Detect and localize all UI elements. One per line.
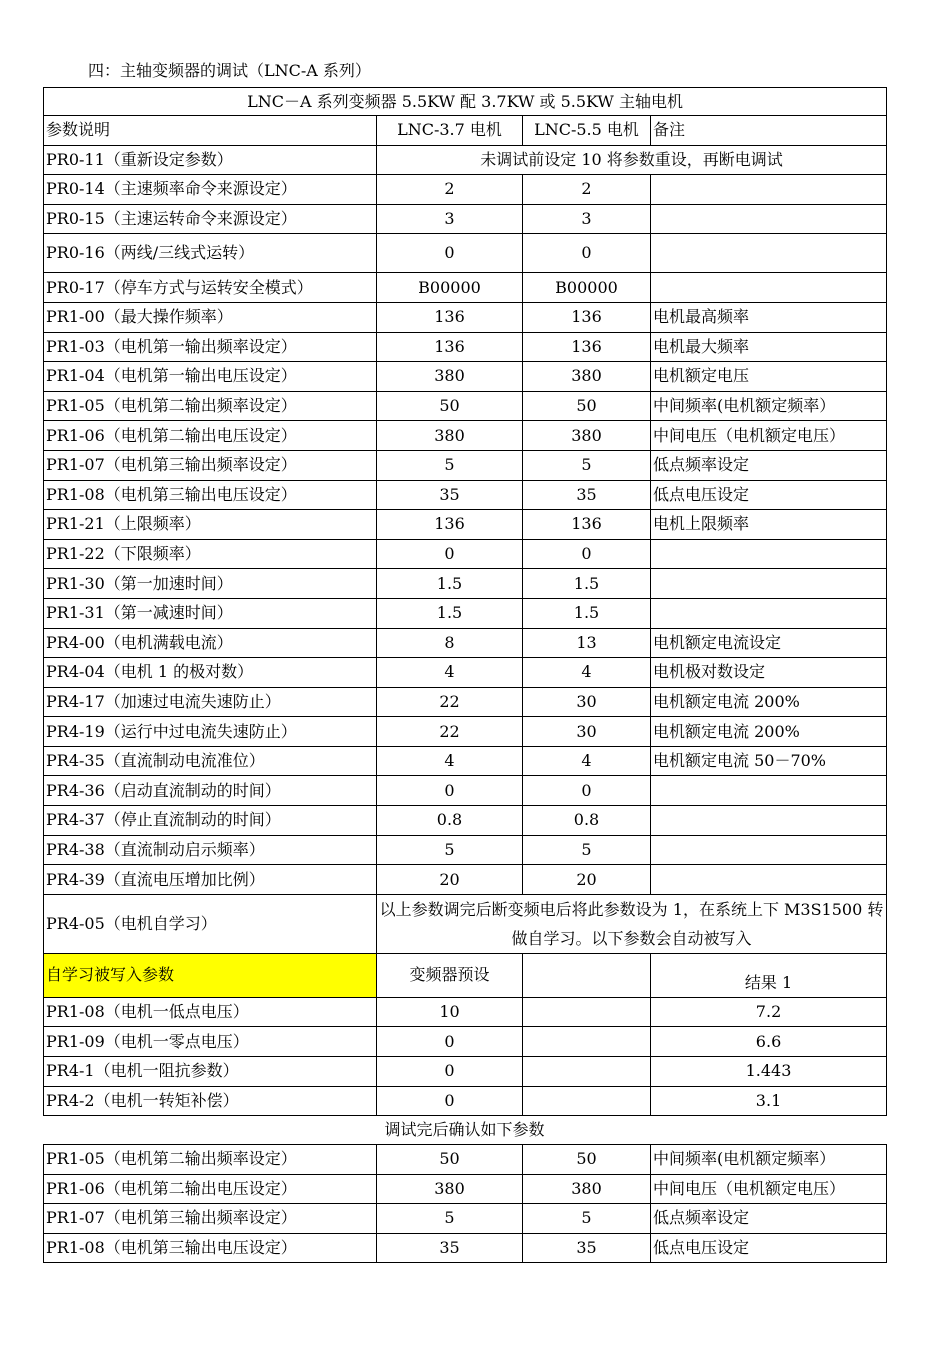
- table-row: [44, 806, 887, 836]
- param-note: 电机额定电流设定: [651, 628, 887, 658]
- value-lnc37: 22: [377, 687, 523, 717]
- reset-row: [44, 145, 887, 175]
- param-desc: PR4-35（直流制动电流准位）: [44, 746, 377, 776]
- param-note: 电机最高频率: [651, 302, 887, 332]
- param-desc: PR1-30（第一加速时间）: [44, 569, 377, 599]
- param-desc: PR1-22（下限频率）: [44, 539, 377, 569]
- autolearn-preset-value: 0: [377, 1086, 523, 1116]
- value-lnc37: 136: [377, 332, 523, 362]
- confirm-param-note: 中间频率(电机额定频率）: [651, 1145, 887, 1175]
- param-desc: PR4-17（加速过电流失速防止）: [44, 687, 377, 717]
- confirm-param-note: 低点频率设定: [651, 1204, 887, 1234]
- confirm-param-desc: PR1-07（电机第三输出频率设定）: [44, 1204, 377, 1234]
- param-desc: PR4-00（电机满载电流）: [44, 628, 377, 658]
- table-row: [44, 204, 887, 234]
- param-note: [651, 234, 887, 273]
- confirm-value-lnc37: 5: [377, 1204, 523, 1234]
- table-row: [44, 1027, 887, 1057]
- table-row: [44, 421, 887, 451]
- autolearn-desc: PR4-05（电机自学习）: [44, 894, 377, 953]
- param-desc: PR4-36（启动直流制动的时间）: [44, 776, 377, 806]
- value-lnc37: 0: [377, 234, 523, 273]
- autolearn-preset-value: 0: [377, 1027, 523, 1057]
- header-col-lnc37: LNC-3.7 电机: [377, 116, 523, 146]
- param-note: 电机额定电流 200%: [651, 717, 887, 747]
- value-lnc55: 3: [523, 204, 651, 234]
- value-lnc55: 136: [523, 510, 651, 540]
- value-lnc55: 35: [523, 480, 651, 510]
- confirm-param-desc: PR1-08（电机第三输出电压设定）: [44, 1233, 377, 1263]
- value-lnc37: 0: [377, 776, 523, 806]
- table-header-row: [44, 116, 887, 146]
- header-note: 备注: [651, 116, 887, 146]
- value-lnc55: 380: [523, 421, 651, 451]
- autolearn-param-desc: PR1-08（电机一低点电压）: [44, 997, 377, 1027]
- table-row: [44, 234, 887, 273]
- table-row: [44, 658, 887, 688]
- param-desc: PR1-07（电机第三输出频率设定）: [44, 450, 377, 480]
- autolearn-param-desc: PR4-1（电机一阻抗参数）: [44, 1057, 377, 1087]
- param-desc: PR1-08（电机第三输出电压设定）: [44, 480, 377, 510]
- value-lnc55: 136: [523, 332, 651, 362]
- value-lnc55: 5: [523, 450, 651, 480]
- value-lnc55: 1.5: [523, 598, 651, 628]
- param-desc: PR4-04（电机 1 的极对数）: [44, 658, 377, 688]
- value-lnc55: 136: [523, 302, 651, 332]
- value-lnc37: 22: [377, 717, 523, 747]
- confirm-param-desc: PR1-05（电机第二输出频率设定）: [44, 1145, 377, 1175]
- param-desc: PR1-06（电机第二输出电压设定）: [44, 421, 377, 451]
- autolearn-text: 以上参数调完后断变频电后将此参数设为 1，在系统上下 M3S1500 转做自学习。以下参数会自动被写入: [377, 894, 887, 953]
- confirm-value-lnc55: 5: [523, 1204, 651, 1234]
- autolearn-header-desc: 自学习被写入参数: [44, 953, 377, 997]
- confirm-value-lnc55: 380: [523, 1174, 651, 1204]
- table-row: [44, 1174, 887, 1204]
- table-row: [44, 865, 887, 895]
- param-note: [651, 598, 887, 628]
- value-lnc37: 0.8: [377, 806, 523, 836]
- param-desc: PR1-00（最大操作频率）: [44, 302, 377, 332]
- param-note: 电机上限频率: [651, 510, 887, 540]
- value-lnc55: 380: [523, 362, 651, 392]
- table-row: [44, 1145, 887, 1175]
- value-lnc37: 3: [377, 204, 523, 234]
- table-row: [44, 687, 887, 717]
- param-note: 电机额定电压: [651, 362, 887, 392]
- autolearn-preset-value: 10: [377, 997, 523, 1027]
- table-row: [44, 362, 887, 392]
- autolearn-param-desc: PR1-09（电机一零点电压）: [44, 1027, 377, 1057]
- value-lnc55: 30: [523, 717, 651, 747]
- autolearn-blank-cell: [523, 1086, 651, 1116]
- value-lnc55: 5: [523, 835, 651, 865]
- table-row: [44, 997, 887, 1027]
- param-desc: PR4-39（直流电压增加比例）: [44, 865, 377, 895]
- confirm-value-lnc37: 380: [377, 1174, 523, 1204]
- confirm-value-lnc37: 50: [377, 1145, 523, 1175]
- table-row: [44, 480, 887, 510]
- table-row: [44, 273, 887, 303]
- confirm-value-lnc37: 35: [377, 1233, 523, 1263]
- value-lnc55: 4: [523, 746, 651, 776]
- value-lnc37: 1.5: [377, 598, 523, 628]
- value-lnc37: 380: [377, 421, 523, 451]
- value-lnc55: 1.5: [523, 569, 651, 599]
- table-row: [44, 302, 887, 332]
- confirm-value-lnc55: 50: [523, 1145, 651, 1175]
- autolearn-blank-cell: [523, 997, 651, 1027]
- value-lnc37: 4: [377, 658, 523, 688]
- param-desc: PR1-21（上限频率）: [44, 510, 377, 540]
- table-title: LNC－A 系列变频器 5.5KW 配 3.7KW 或 5.5KW 主轴电机: [44, 88, 887, 116]
- value-lnc55: 30: [523, 687, 651, 717]
- table-row: [44, 717, 887, 747]
- value-lnc55: 0: [523, 234, 651, 273]
- param-note: [651, 865, 887, 895]
- param-note: [651, 835, 887, 865]
- confirm-value-lnc55: 35: [523, 1233, 651, 1263]
- param-note: [651, 273, 887, 303]
- param-note: 中间频率(电机额定频率）: [651, 391, 887, 421]
- param-note: [651, 175, 887, 205]
- autolearn-header-result: 结果 1: [651, 953, 887, 997]
- autolearn-result-value: 6.6: [651, 1027, 887, 1057]
- value-lnc55: 50: [523, 391, 651, 421]
- table-row: [44, 776, 887, 806]
- param-note: [651, 569, 887, 599]
- value-lnc55: B00000: [523, 273, 651, 303]
- value-lnc37: 136: [377, 510, 523, 540]
- confirm-table: [43, 1144, 887, 1263]
- value-lnc37: 136: [377, 302, 523, 332]
- reset-desc: PR0-11（重新设定参数）: [44, 145, 377, 175]
- parameter-table: [43, 87, 887, 1116]
- confirm-param-note: 中间电压（电机额定电压）: [651, 1174, 887, 1204]
- autolearn-blank-cell: [523, 1027, 651, 1057]
- param-desc: PR0-17（停车方式与运转安全模式）: [44, 273, 377, 303]
- autolearn-preset-value: 0: [377, 1057, 523, 1087]
- section-heading: 四：主轴变频器的调试（LNC-A 系列）: [88, 61, 371, 80]
- table-row: [44, 175, 887, 205]
- value-lnc37: 4: [377, 746, 523, 776]
- param-note: 中间电压（电机额定电压）: [651, 421, 887, 451]
- param-note: 电机极对数设定: [651, 658, 887, 688]
- value-lnc37: 5: [377, 450, 523, 480]
- value-lnc37: B00000: [377, 273, 523, 303]
- table-row: [44, 598, 887, 628]
- param-desc: PR1-04（电机第一输出电压设定）: [44, 362, 377, 392]
- table-row: [44, 1233, 887, 1263]
- confirm-param-note: 低点电压设定: [651, 1233, 887, 1263]
- reset-text: 未调试前设定 10 将参数重设，再断电调试: [377, 145, 887, 175]
- confirm-title: 调试完后确认如下参数: [384, 1120, 545, 1139]
- table-row: [44, 510, 887, 540]
- autolearn-result-value: 7.2: [651, 997, 887, 1027]
- value-lnc37: 20: [377, 865, 523, 895]
- param-note: 电机最大频率: [651, 332, 887, 362]
- table-row: [44, 391, 887, 421]
- table-row: [44, 539, 887, 569]
- autolearn-header-blank: [523, 953, 651, 997]
- value-lnc55: 0.8: [523, 806, 651, 836]
- param-desc: PR4-37（停止直流制动的时间）: [44, 806, 377, 836]
- param-note: [651, 204, 887, 234]
- param-desc: PR1-05（电机第二输出频率设定）: [44, 391, 377, 421]
- table-row: [44, 628, 887, 658]
- param-note: 电机额定电流 200%: [651, 687, 887, 717]
- param-note: [651, 776, 887, 806]
- value-lnc55: 0: [523, 776, 651, 806]
- value-lnc37: 2: [377, 175, 523, 205]
- value-lnc55: 4: [523, 658, 651, 688]
- table-title-row: [44, 88, 887, 116]
- autolearn-header-preset: 变频器预设: [377, 953, 523, 997]
- value-lnc55: 20: [523, 865, 651, 895]
- autolearn-blank-cell: [523, 1057, 651, 1087]
- param-note: 电机额定电流 50－70%: [651, 746, 887, 776]
- value-lnc37: 5: [377, 835, 523, 865]
- param-note: [651, 539, 887, 569]
- param-note: 低点电压设定: [651, 480, 887, 510]
- value-lnc37: 8: [377, 628, 523, 658]
- table-row: [44, 332, 887, 362]
- table-row: [44, 1086, 887, 1116]
- param-desc: PR0-15（主速运转命令来源设定）: [44, 204, 377, 234]
- table-row: [44, 450, 887, 480]
- param-note: 低点频率设定: [651, 450, 887, 480]
- autolearn-result-value: 3.1: [651, 1086, 887, 1116]
- table-row: [44, 1204, 887, 1234]
- header-col-lnc55: LNC-5.5 电机: [523, 116, 651, 146]
- table-row: [44, 835, 887, 865]
- table-row: [44, 1057, 887, 1087]
- param-desc: PR0-16（两线/三线式运转）: [44, 234, 377, 273]
- value-lnc37: 50: [377, 391, 523, 421]
- param-desc: PR1-03（电机第一输出频率设定）: [44, 332, 377, 362]
- param-desc: PR4-19（运行中过电流失速防止）: [44, 717, 377, 747]
- value-lnc55: 0: [523, 539, 651, 569]
- header-desc: 参数说明: [44, 116, 377, 146]
- value-lnc37: 0: [377, 539, 523, 569]
- value-lnc37: 1.5: [377, 569, 523, 599]
- table-row: [44, 569, 887, 599]
- param-desc: PR1-31（第一减速时间）: [44, 598, 377, 628]
- value-lnc55: 2: [523, 175, 651, 205]
- value-lnc37: 35: [377, 480, 523, 510]
- table-row: [44, 746, 887, 776]
- param-note: [651, 806, 887, 836]
- param-desc: PR4-38（直流制动启示频率）: [44, 835, 377, 865]
- param-desc: PR0-14（主速频率命令来源设定）: [44, 175, 377, 205]
- autolearn-result-value: 1.443: [651, 1057, 887, 1087]
- autolearn-header-row: [44, 953, 887, 997]
- confirm-param-desc: PR1-06（电机第二输出电压设定）: [44, 1174, 377, 1204]
- value-lnc55: 13: [523, 628, 651, 658]
- value-lnc37: 380: [377, 362, 523, 392]
- autolearn-param-desc: PR4-2（电机一转矩补偿）: [44, 1086, 377, 1116]
- autolearn-row: [44, 894, 887, 953]
